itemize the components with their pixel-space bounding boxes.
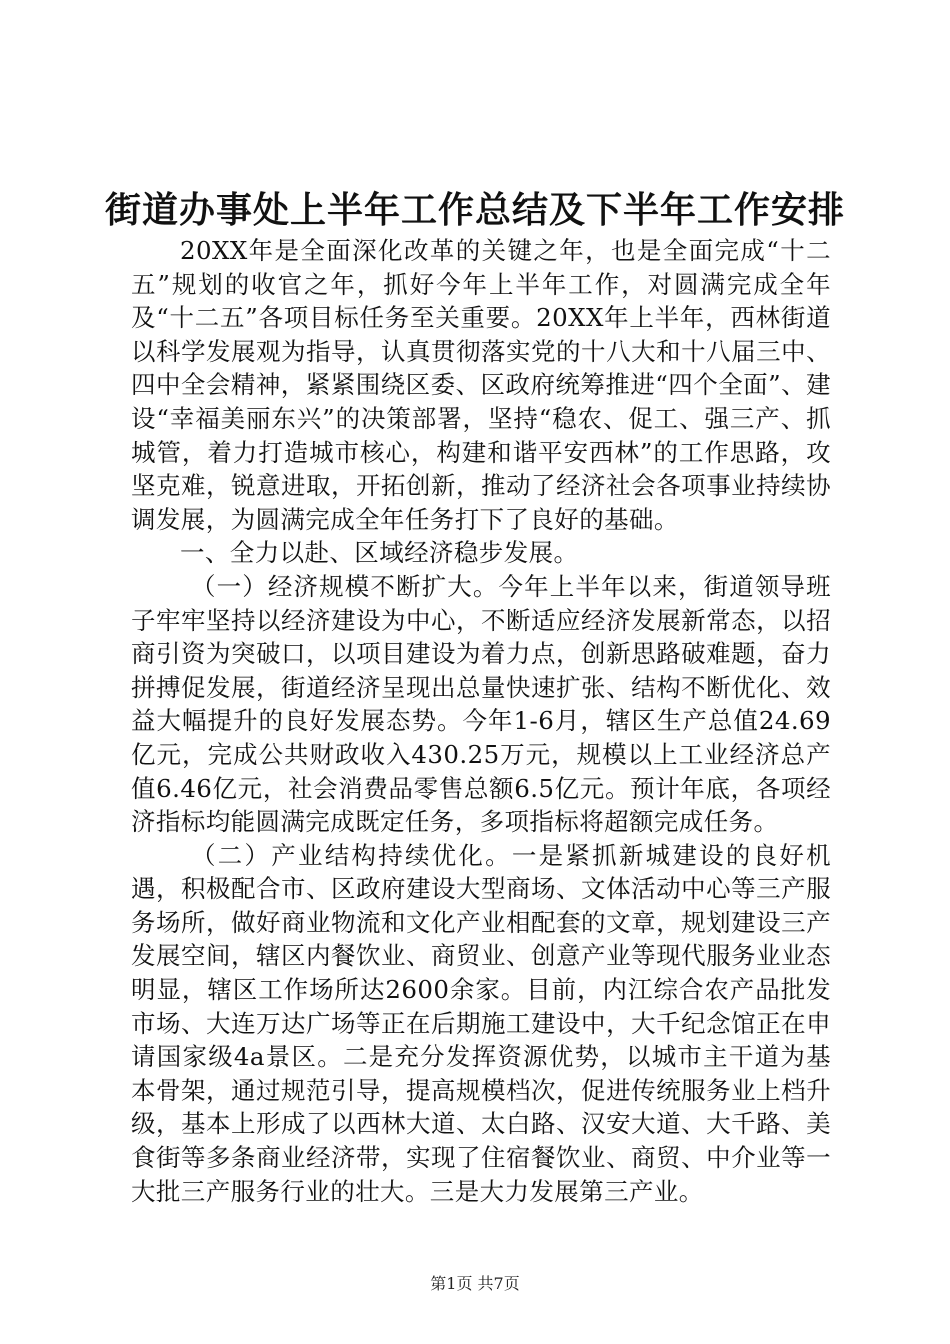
document-title: 街道办事处上半年工作总结及下半年工作安排 [104, 189, 845, 231]
paragraph-economic-scale: （一）经济规模不断扩大。今年上半年以来，街道领导班子牢牢坚持以经济建设为中心，不断适应经济发展新常态，以招商引资为突破口，以项目建设为着力点，创新思路破难题，奋力拼搏促发展，街道经济呈现出总量快速扩张、结构不断优化、效益大幅提升的良好发展态势。今年1-6月，辖区生产总值24.69亿元，完成公共财政收入430.25万元，规模以上工业经济总产值6.46亿元，社会消费品零售总额6.5亿元。预计年底，各项经济指标均能圆满完成既定任务，多项指标将超额完成任务。 [131, 571, 831, 837]
paragraph-industry-structure: （二）产业结构持续优化。一是紧抓新城建设的良好机遇，积极配合市、区政府建设大型商场、文体活动中心等三产服务场所，做好商业物流和文化产业相配套的文章，规划建设三产发展空间，辖区内餐饮业、商贸业、创意产业等现代服务业业态明显，辖区工作场所达2600余家。目前，内江综合农产品批发市场、大连万达广场等正在后期施工建设中，大千纪念馆正在申请国家级4a景区。二是充分发挥资源优势，以城市主干道为基本骨架，通过规范引导，提高规模档次，促进传统服务业上档升级，基本上形成了以西林大道、太白路、汉安大道、大千路、美食街等多条商业经济带，实现了住宿餐饮业、商贸、中介业等一大批三产服务行业的壮大。三是大力发展第三产业。 [131, 840, 831, 1206]
paragraph-intro: 20XX年是全面深化改革的关键之年，也是全面完成“十二五”规划的收官之年，抓好今年上半年工作，对圆满完成全年及“十二五”各项目标任务至关重要。20XX年上半年，西林街道以科学发展观为指导，认真贯彻落实党的十八大和十八届三中、四中全会精神，紧紧围绕区委、区政府统筹推进“四个全面”、建设“幸福美丽东兴”的决策部署，坚持“稳农、促工、强三产、抓城管，着力打造城市核心，构建和谐平安西林”的工作思路，攻坚克难，锐意进取，开拓创新，推动了经济社会各项事业持续协调发展，为圆满完成全年任务打下了良好的基础。 [131, 236, 831, 534]
section-heading-1: 一、全力以赴、区域经济稳步发展。 [180, 538, 579, 568]
document-body [131, 234, 831, 1208]
page-number: 第1页 共7页 [430, 1274, 520, 1293]
